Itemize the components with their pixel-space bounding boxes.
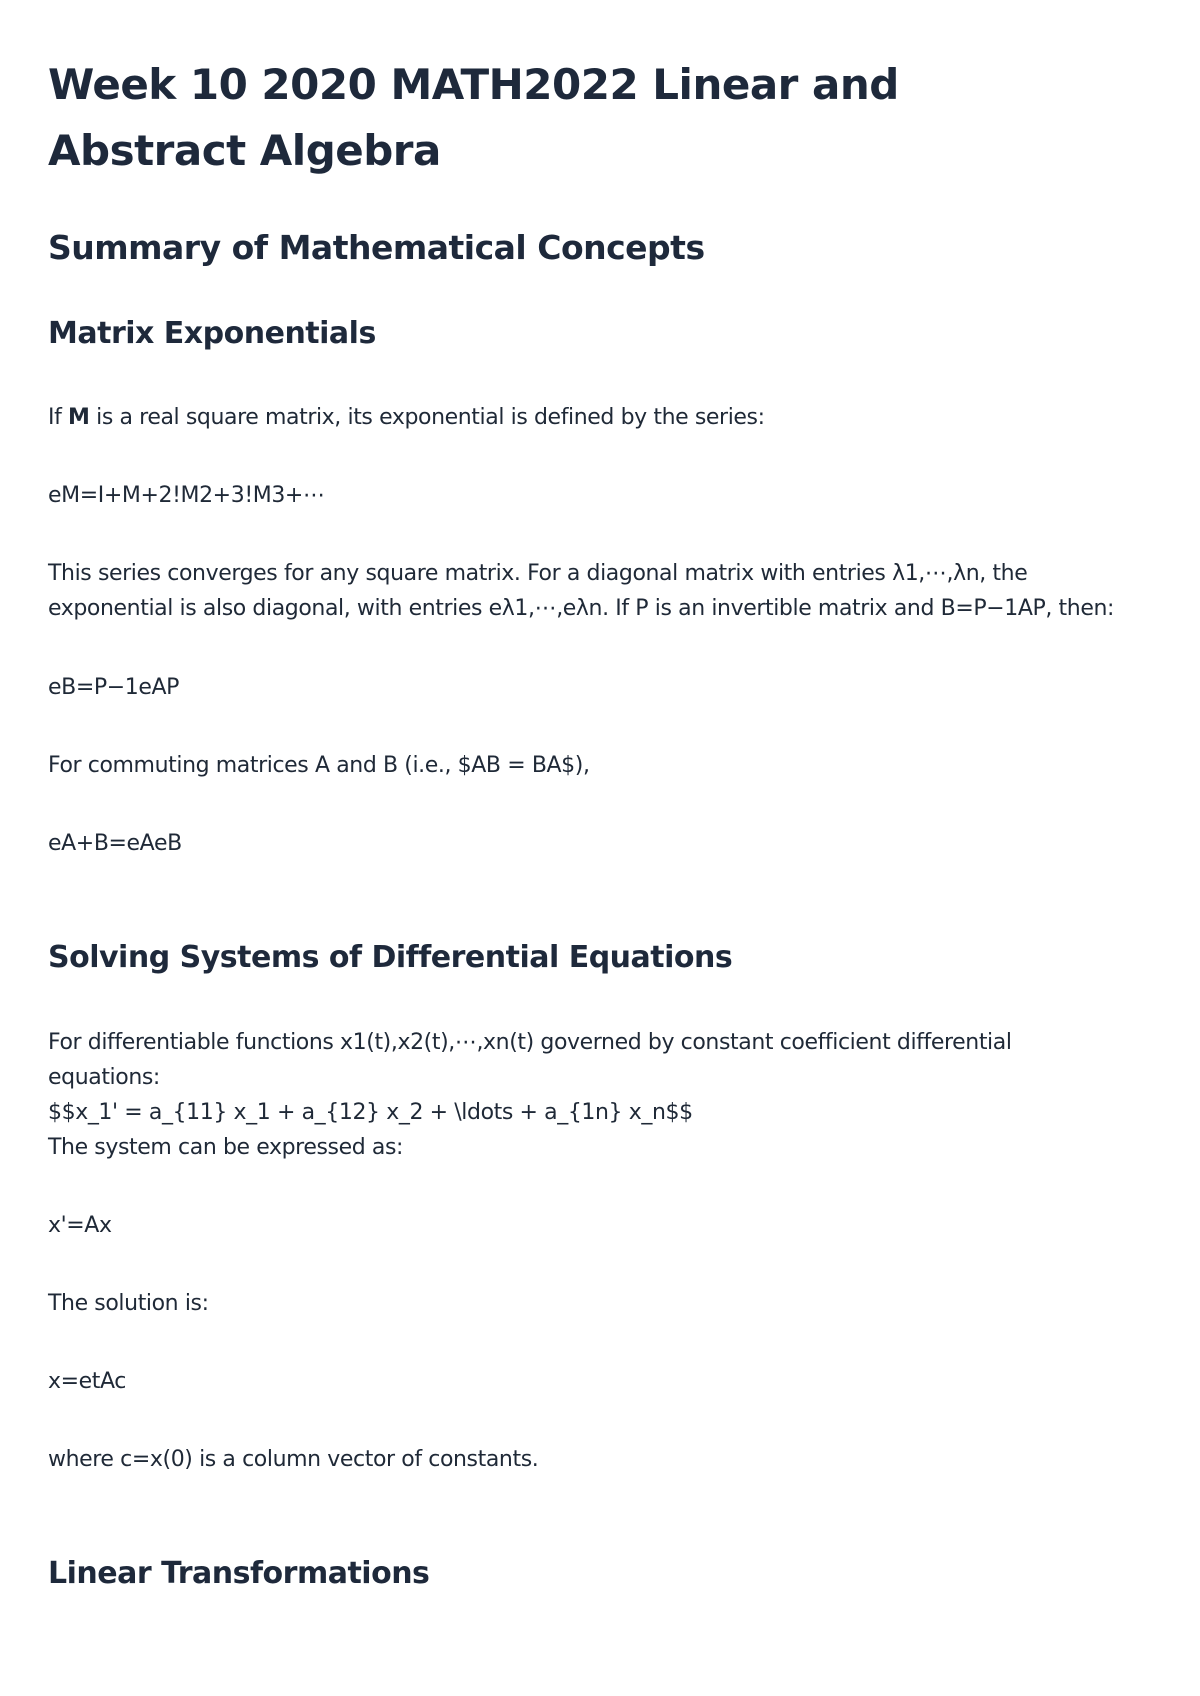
matrix-exponential-intro xyxy=(48,400,765,435)
solution-formula: x=etAc xyxy=(48,1369,126,1394)
document-title: Week 10 2020 MATH2022 Linear and Abstract Algebra xyxy=(48,60,899,175)
differential-raw-latex-line: $$x_1' = a_{11} x_1 + a_{12} x_2 + \ldots + a_{1n} x_n$$ xyxy=(48,1100,693,1125)
matrix-exponentials-heading: Matrix Exponentials xyxy=(48,316,376,351)
system-formula: x'=Ax xyxy=(48,1213,112,1238)
summary-heading: Summary of Mathematical Concepts xyxy=(48,228,705,267)
differential-equations-heading: Solving Systems of Differential Equations xyxy=(48,940,733,975)
intro-text-after: is a real square matrix, its exponential is defined by the series: xyxy=(89,405,765,430)
differential-line-1: For differentiable functions x1(t),x2(t),⋯,xn(t) governed by constant coefficient differential xyxy=(48,1030,1012,1055)
diagonal-paragraph-line-2: exponential is also diagonal, with entries eλ1,⋯,eλn. If P is an invertible matrix and B=P−1AP, then: xyxy=(48,596,1115,621)
diagonal-paragraph-line-1: This series converges for any square matrix. For a diagonal matrix with entries λ1,⋯,λn, the xyxy=(48,561,1028,586)
matrix-symbol-m: M xyxy=(68,405,90,430)
commuting-formula: eA+B=eAeB xyxy=(48,831,182,856)
linear-transformations-heading: Linear Transformations xyxy=(48,1556,430,1591)
differential-line-2: equations: xyxy=(48,1065,160,1090)
commuting-text: For commuting matrices A and B (i.e., $AB = BA$), xyxy=(48,753,590,778)
intro-text-before: If xyxy=(48,405,69,430)
series-formula: eM=I+M+2!M2+3!M3+⋯ xyxy=(48,483,325,508)
solution-intro: The solution is: xyxy=(48,1291,209,1316)
system-expression-text: The system can be expressed as: xyxy=(48,1135,404,1160)
similarity-formula: eB=P−1eAP xyxy=(48,675,180,700)
constants-text: where c=x(0) is a column vector of constants. xyxy=(48,1447,539,1472)
